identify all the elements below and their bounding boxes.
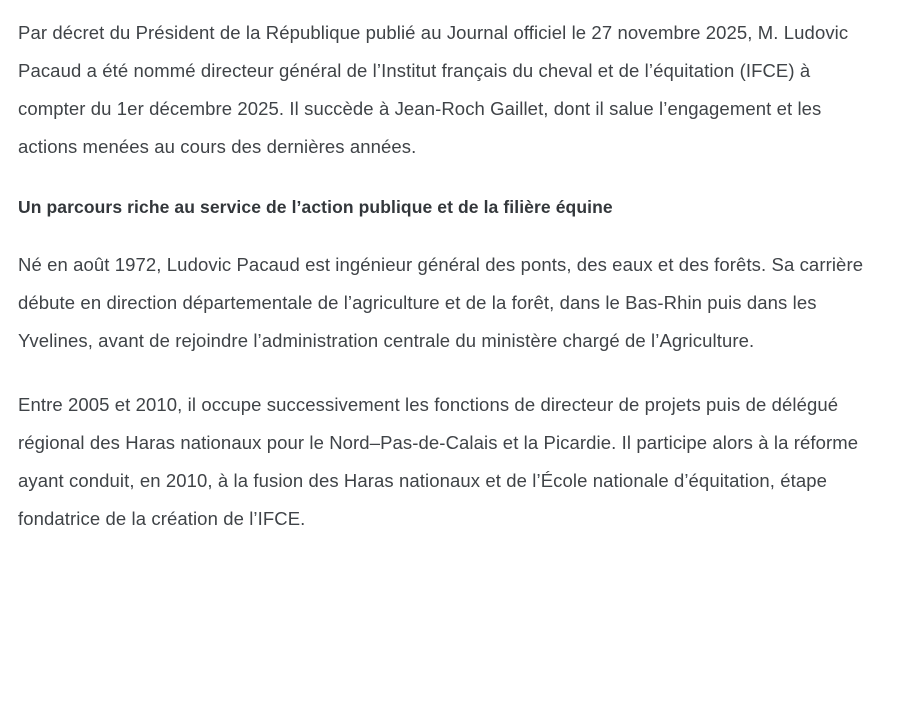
heading-career-path: Un parcours riche au service de l’action publique et de la filière équine [18, 197, 613, 217]
paragraph-haras-nationaux-role: Entre 2005 et 2010, il occupe successivement les fonctions de directeur de projets puis de délégué régional des Haras nationaux pour le Nord–Pas-de-Calais et la Picardie. Il participe alors à la réforme ayant conduit, en 2010, à la fusion des Haras nationaux et de l’École nationale d’équitation, étape fondatrice de la création de l’IFCE. [18, 394, 859, 529]
paragraph-appointment-decree: Par décret du Président de la République publié au Journal officiel le 27 novembre 2025, M. Ludovic Pacaud a été nommé directeur général de l’Institut français du cheval et de l’équitation (IFCE) à compter du 1er décembre 2025. Il succède à Jean-Roch Gaillet, dont il salue l’engagement et les actions menées au cours des dernières années. [18, 22, 849, 157]
paragraph-biography-early-career: Né en août 1972, Ludovic Pacaud est ingénieur général des ponts, des eaux et des forêts. Sa carrière débute en direction départementale de l’agriculture et de la forêt, dans le Bas-Rhin puis dans les Yvelines, avant de rejoindre l’administration centrale du ministère chargé de l’Agriculture. [18, 254, 864, 351]
